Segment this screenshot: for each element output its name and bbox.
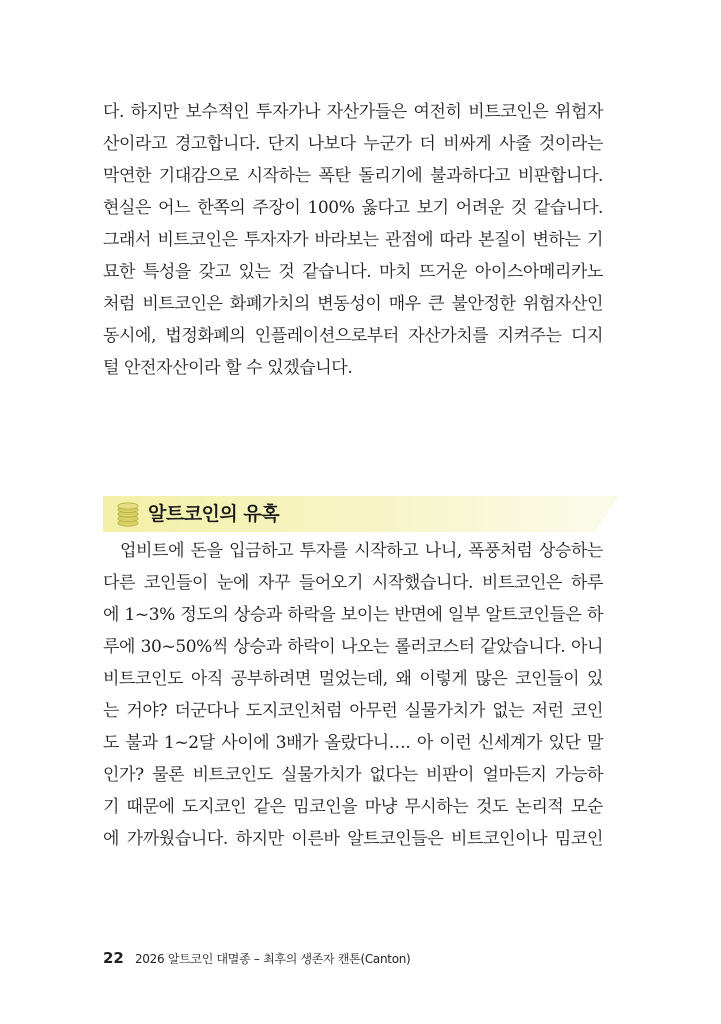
body-paragraph-2 bbox=[103, 535, 603, 855]
text-line: 에 가까웠습니다. 하지만 이른바 알트코인들은 비트코인이나 밈코인 bbox=[103, 829, 603, 849]
text-line: 에 1~3% 정도의 상승과 하락을 보이는 반면에 일부 알트코인들은 하 bbox=[103, 605, 603, 625]
book-title: 2026 알트코인 대멸종 – 최후의 생존자 캔톤(Canton) bbox=[134, 952, 411, 966]
text-line: 털 안전자산이라 할 수 있겠습니다. bbox=[103, 358, 353, 378]
text-line: 그래서 비트코인은 투자자가 바라보는 관점에 따라 본질이 변하는 기 bbox=[103, 230, 603, 250]
text-line: 는 거야? 더군다나 도지코인처럼 아무런 실물가치가 없는 저런 코인 bbox=[103, 701, 603, 721]
text-line: 산이라고 경고합니다. 단지 나보다 누군가 더 비싸게 사줄 것이라는 bbox=[103, 134, 603, 154]
text-line: 루에 30~50%씩 상승과 하락이 나오는 롤러코스터 같았습니다. 아니 bbox=[103, 637, 603, 657]
page-footer bbox=[103, 948, 410, 967]
text-line: 비트코인도 아직 공부하려면 멀었는데, 왜 이렇게 많은 코인들이 있 bbox=[103, 669, 603, 689]
text-line: 묘한 특성을 갖고 있는 것 같습니다. 마치 뜨거운 아이스아메리카노 bbox=[103, 262, 603, 282]
text-line: 다른 코인들이 눈에 자꾸 들어오기 시작했습니다. 비트코인은 하루 bbox=[103, 573, 603, 593]
text-line: 기 때문에 도지코인 같은 밈코인을 마냥 무시하는 것도 논리적 모순 bbox=[103, 797, 603, 817]
coin-stack-icon bbox=[116, 502, 140, 528]
page-number: 22 bbox=[103, 949, 124, 967]
text-line: 도 불과 1~2달 사이에 3배가 올랐다니…. 아 이런 신세계가 있단 말 bbox=[103, 733, 603, 753]
text-line: 인가? 물론 비트코인도 실물가치가 없다는 비판이 얼마든지 가능하 bbox=[103, 765, 603, 785]
body-paragraph-1 bbox=[103, 96, 603, 384]
text-line: 처럼 비트코인은 화폐가치의 변동성이 매우 큰 불안정한 위험자산인 bbox=[103, 294, 603, 314]
text-line: 현실은 어느 한쪽의 주장이 100% 옳다고 보기 어려운 것 같습니다. bbox=[103, 198, 603, 218]
text-line: 동시에, 법정화폐의 인플레이션으로부터 자산가치를 지켜주는 디지 bbox=[103, 326, 603, 346]
text-line: 막연한 기대감으로 시작하는 폭탄 돌리기에 불과하다고 비판합니다. bbox=[103, 166, 603, 186]
text-line: 다. 하지만 보수적인 투자가나 자산가들은 여전히 비트코인은 위험자 bbox=[103, 102, 603, 122]
text-line: 업비트에 돈을 입금하고 투자를 시작하고 나니, 폭풍처럼 상승하는 bbox=[120, 541, 603, 561]
section-heading: 알트코인의 유혹 bbox=[148, 503, 280, 525]
